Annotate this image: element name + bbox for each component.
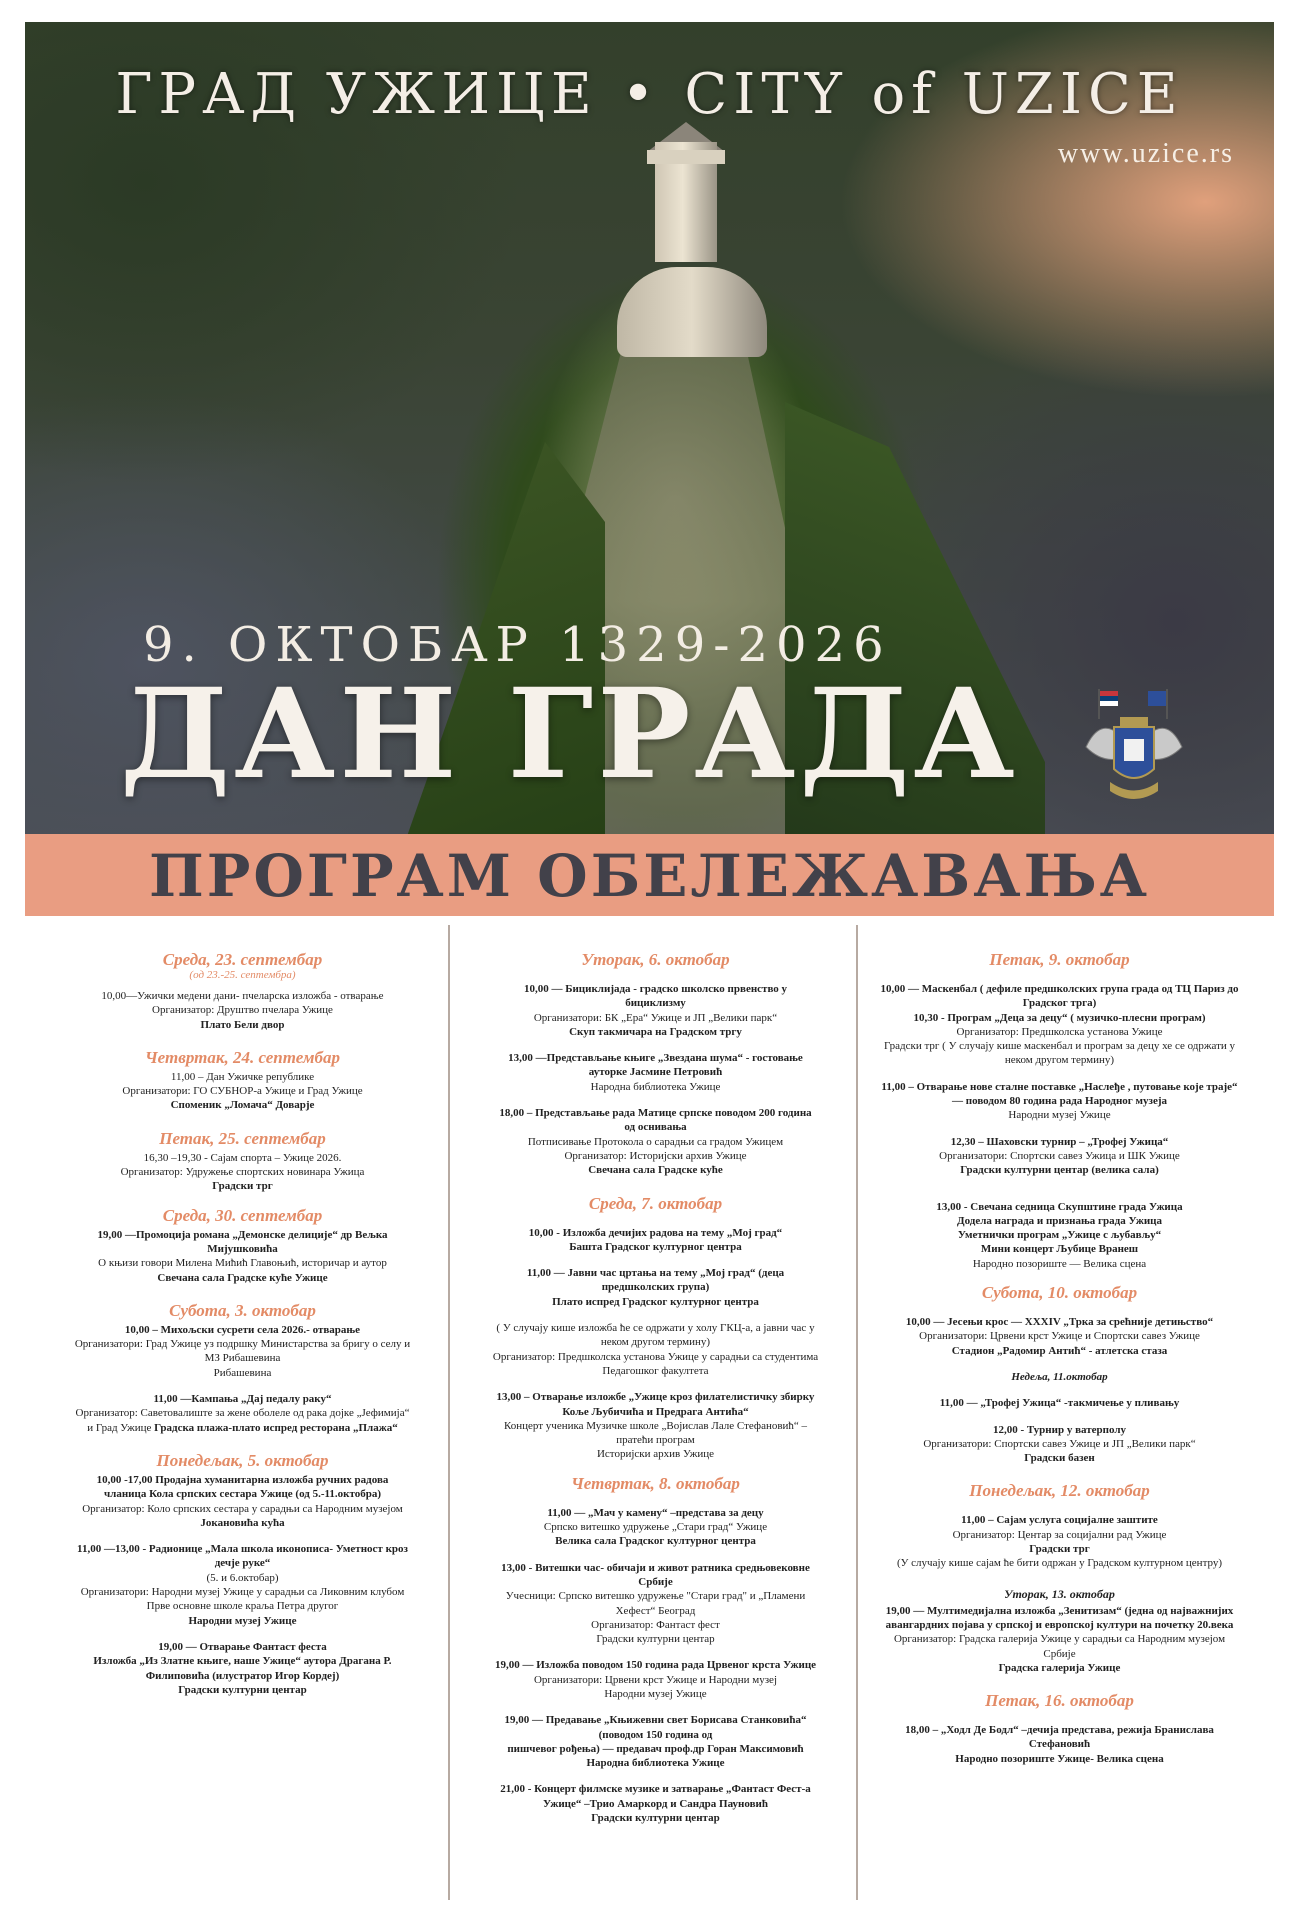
fortress-battlement [647,150,725,164]
event-line: Изложба „Из Златне књиге, наше Ужице“ аутора Драгана Р. [93,1655,392,1668]
event-line: Мини концерт Љубице Вранеш [980,1243,1139,1256]
event [458,1561,853,1647]
event [862,982,1257,1068]
event [862,1315,1257,1358]
event [45,1151,440,1194]
event [458,1713,853,1770]
event-line: 10,00 – Михољски сусрети села 2026.- отварање [124,1323,361,1336]
event-line: 18,00 – Представљање рада Матице српске поводом 200 година [499,1107,812,1120]
event-venue: Градски културни центар [591,1812,720,1825]
event-line: Организатор: Центар за социјални рад Ужице [952,1528,1167,1541]
event-note [458,1321,853,1378]
event-line: Додела награда и признања града Ужица [957,1214,1162,1227]
event-line: Градског трга) [1022,997,1097,1010]
event [862,1604,1257,1675]
event-line: 11,00 —13,00 - Радионице „Мала школа иконописа- Уметност кроз [77,1543,408,1556]
event [458,1226,853,1255]
event-line: 10,00 -17,00 Продајна хуманитарна изложба ручних радова [96,1473,389,1486]
column-divider [448,925,450,1900]
event-line: Организатор: Предшколска установа Ужице [956,1025,1163,1038]
event-line: 13,00 – Отварање изложбе „Ужице кроз филателистичку збирку [496,1391,815,1404]
event [862,1423,1257,1466]
event-line: Уметнички програм „Ужице с љубављу“ [957,1229,1162,1242]
event [458,1506,853,1549]
event [458,1782,853,1825]
website-link[interactable]: www.uzice.rs [1057,138,1234,169]
day-heading: Четвртак, 8. октобар [571,1473,740,1493]
event-line: Организатори: БК „Ера“ Ужице и ЈП „Велики парк“ [533,1011,778,1024]
event [862,1080,1257,1123]
event [45,989,440,1032]
event-line: 10,00 - Изложба дечијих радова на тему „Мој град“ [528,1226,783,1239]
day-heading: Понедељак, 5. октобар [156,1450,329,1470]
event-line: 11,00 – Сајам услуга социјалне заштите [961,1514,1158,1527]
event-line: Организатори: Спортски савез Ужице и ЈП „Велики парк“ [923,1437,1196,1450]
event [458,1390,853,1461]
coat-of-arms-icon [1080,687,1188,809]
event-line: Ужице“ –Трио Амаркорд и Сандра Пауновић [542,1797,768,1810]
event-line: предшколских група) [601,1281,710,1294]
day-heading: Среда, 7. октобар [588,1193,723,1213]
event-line: Организатори: Спортски савез Ужица и ШК Ужице [939,1149,1180,1162]
event-line: Организатори: Црвени крст Ужице и Спортски савез Ужице [919,1330,1200,1343]
event-line: 10,00 — Бициклијада - градско школско првенство у [523,983,788,995]
event-line: 10,30 - Програм „Деца за децу“ ( музичко-плесни програм) [913,1011,1206,1024]
schedule-column-1 [45,950,440,1709]
event-venue: Рибашевина [213,1366,272,1379]
event-venue: Народна библиотека Ужице [586,1757,725,1770]
day-heading: Петак, 16. октобар [985,1691,1134,1711]
event-line: Српско витешко удружење „Стари град“ Ужице [543,1521,768,1534]
event-line: ( У случају кише изложба ће се одржати у холу ГКЦ-а, а јавни час у [496,1322,815,1335]
event-line: ауторке Јасмине Петровић [588,1066,723,1079]
event-line: Организатор: Коло српских сестара у сарадњи са Народним музејом [82,1502,403,1515]
event-line: 19,00 — Отварање Фантаст феста [158,1640,327,1653]
event [45,1070,440,1113]
day-heading: Уторак, 13. октобар [1004,1586,1115,1601]
event-line: 19,00 —Промоција романа „Демонске делиције“ др Вељка [97,1228,388,1241]
event-venue: Јокановића кућа [200,1516,285,1529]
day-heading: Среда, 30. септембар [162,1205,323,1225]
day-heading: Петак, 9. октобар [989,950,1130,969]
event-line: дечје руке“ [214,1557,271,1570]
event-line: Организатори: ГО СУБНОР-а Ужице и Град Ужице [122,1085,363,1098]
program-title: ПРОГРАМ ОБЕЛЕЖАВАЊА [148,842,1150,910]
event-line: Организатор: Друштво пчелара Ужице [152,1004,333,1017]
event-venue: Народна библиотека Ужице [590,1080,721,1093]
event-venue: Свечана сала Градске куће Ужице [157,1271,328,1284]
day-subheading: (од 23.-25. септембра) [189,969,296,981]
event-venue: Стадион „Радомир Антић“ - атлетска стаза [951,1344,1168,1357]
event [45,1640,440,1697]
event-line: 11,00 — „Трофеј Ужица“ -такмичење у пливању [939,1397,1180,1410]
event-line: — поводом 80 година рада Народног музеја [952,1095,1167,1108]
event [458,1051,853,1094]
event-venue: Народни музеј Ужице [604,1687,707,1700]
event-line: Организатор: Историјски архив Ужице [564,1149,747,1162]
event-line: 21,00 - Концерт филмске музике и затварање „Фантаст Фест-а [500,1783,811,1796]
event-venue: Народно позориште — Велика сцена [972,1257,1147,1270]
schedule-column-2 [458,950,853,1837]
main-title: ДАН ГРАДА [120,662,1019,807]
event [45,1323,440,1380]
event-line: Коље Љубичића и Предрага Антића“ [562,1405,749,1418]
schedule-column-3 [862,950,1257,1778]
event-venue: Скуп такмичара на Градском тргу [569,1025,742,1038]
event-line: Организатор: Градска галерија Ужице у сарадњи са Народним музејом [893,1633,1226,1646]
event [458,1106,853,1177]
event-line: Филиповића (илустратор Игор Кордеј) [145,1669,340,1682]
event-line: пишчевог рођења) — предавач проф.др Горан Максимовић [507,1742,804,1755]
event-venue: Градски трг [212,1180,273,1193]
event [45,1542,440,1628]
event [862,1396,1257,1410]
event-line: Педагошког факултета [602,1364,709,1377]
event-line: Концерт ученика Музичке школе „Војислав Лале Стефановић“ – [503,1419,808,1432]
event-line: пратећи програм [616,1434,695,1447]
event-line: 18,00 – „Ходл Де Бодл“ –дечија представа, режија Бранислава [905,1724,1214,1737]
event-line: Учесници: Српско витешко удружење "Стари град" и „Пламени [505,1590,806,1603]
event [862,1135,1257,1178]
event-line: 19,00 — Мултимедијална изложба „Зенитизам“ (једна од најважнијих [885,1604,1234,1617]
event-venue: Народно позориште Ужице- Велика сцена [955,1752,1164,1765]
event-line: неком другом термину) [1004,1054,1115,1067]
event-line: 11,00 – Дан Ужичке републике [170,1070,315,1083]
event-line: Србије [638,1575,673,1588]
event-line: 19,00 — Изложба поводом 150 година рада Црвеног крста Ужице [494,1659,817,1672]
program-banner [25,834,1274,916]
event-line: неком другом термину) [600,1336,711,1349]
event-line: 13,00 - Витешки час- обичаји и живот ратника средњовековне [501,1561,810,1574]
event-line: 11,00 —Кампања „Дај педалу раку“ [153,1393,332,1406]
event-venue: Градски културни центар [178,1683,307,1696]
event-line: од оснивања [624,1121,687,1134]
event-venue: Плато испред Градског културног центра [552,1295,759,1308]
event-line: 11,00 – Отварање нове сталне поставке „Наслеђе , путовање које траје“ [881,1080,1238,1093]
event-venue: Башта Градског културног центра [569,1240,742,1253]
event-venue: Велика сала Градског културног центра [555,1535,756,1548]
event [862,1723,1257,1766]
day-heading: Уторак, 6. октобар [581,950,730,969]
day-heading: Понедељак, 12. октобар [969,1481,1150,1501]
event-line: чланица Кола српских сестара Ужице (од 5.-11.октобра) [103,1488,382,1501]
event-line: (5. и 6.октобар) [206,1571,279,1584]
hero-photo [25,22,1274,834]
event-venue: Народни музеј Ужице [188,1614,297,1627]
city-title: ГРАД УЖИЦЕ • CITY of UZICE [115,62,1184,127]
event-line: Организатори: Црвени крст Ужице и Народни музеј [533,1673,777,1686]
event-venue: Плато Бели двор [200,1018,285,1031]
event-line: 10,00 — Маскенбал ( дефиле предшколских група града од ТЦ Париз до [880,983,1239,995]
day-heading: Четвртак, 24. септембар [144,1047,341,1067]
event-line: Организатори: Народни музеј Ужице у сарадњи са Ликовним клубом [80,1586,405,1599]
event-line: 11,00 — Јавни час цртања на тему „Мој град“ (деца [526,1267,785,1280]
event-venue: Историјски архив Ужице [596,1448,715,1461]
event-line: Мијушковића [207,1242,278,1255]
event-venue: Градски културни центар (велика сала) [960,1164,1159,1177]
event-line: Организатор: Саветовалиште за жене оболеле од рака дојке „Јефимија“ [75,1407,410,1420]
event-line: Прве основне школе краља Петра другог [146,1600,339,1613]
event-line: бициклизму [625,997,686,1010]
event [45,1473,440,1530]
event-line: и Град Ужице [87,1421,152,1434]
event-venue: Градски трг [1029,1543,1090,1556]
event-day-label [862,1370,1257,1384]
event-line: Недеља, 11.октобар [1011,1370,1108,1383]
day-heading: Петак, 25. септембар [159,1128,326,1148]
event-line: О књизи говори Милена Мићић Главоњић, историчар и аутор [98,1257,387,1270]
event-line: Градски трг ( У случају кише маскенбал и програм за децу хе се одржати у [883,1040,1236,1053]
event [862,1200,1257,1271]
event-line: 10,00 — Јесењи крос — XXXIV „Трка за срећније детињство“ [905,1316,1214,1329]
event-line: 10,00—Ужички медени дани- пчеларска изложба - отварање [101,990,384,1002]
column-divider [856,925,858,1900]
event-venue: Градски базен [1024,1452,1095,1465]
event [458,1658,853,1701]
event-line: Хефест“ Београд [615,1604,696,1617]
event-venue: Градска галерија Ужице [998,1661,1121,1674]
event-line: 16,30 –19,30 - Сајам спорта – Ужице 2026. [143,1151,342,1164]
event-line: Србије [1043,1647,1076,1660]
event-venue: Споменик „Ломача“ Доварје [170,1099,315,1112]
event-line: Организатори: Град Ужице уз подршку Министарства за бригу о селу и [74,1338,411,1351]
fortress-wall [617,267,767,357]
event [458,1266,853,1309]
event-venue: Градски културни центар [596,1633,715,1646]
event-line: Организатор: Предшколска установа Ужице у сарадњи са студентима [492,1350,819,1363]
event-line: Организатор: Фантаст фест [591,1618,720,1631]
event-line: 13,00 - Свечана седница Скупштине града Ужица [936,1200,1183,1213]
event-line: 12,30 – Шаховски турнир – „Трофеј Ужица“ [950,1135,1169,1148]
event [862,1513,1257,1570]
event-line: 11,00 — „Мач у камену“ –представа за децу [547,1506,764,1519]
event [45,1392,440,1435]
event-line: 13,00 —Представљање књиге „Звездана шума“ - гостовање [508,1052,803,1065]
event-line: Стефановић [1028,1738,1091,1751]
event-line: 19,00 — Предавање „Књижевни свет Борисава Станковића“ [504,1714,807,1727]
event-line: Потписивање Протокола о сарадњи са градом Ужицем [527,1135,784,1148]
event-line: (поводом 150 година од [598,1728,713,1741]
event-venue: Градска плажа-плато испред ресторана „Плажа“ [154,1421,398,1434]
event-line: (У случају кише сајам ће бити одржан у Градском културном центру) [896,1557,1223,1570]
day-heading: Среда, 23. септембар [162,950,323,969]
event [458,982,853,1039]
event-line: МЗ Рибашевина [204,1352,281,1365]
event-line: Организатор: Удружење спортских новинара Ужица [120,1166,365,1179]
event-venue: Народни музеј Ужице [1008,1109,1111,1122]
event-line: 12,00 - Турнир у ватерполу [992,1423,1127,1436]
event-line: авангардних појава у српској и европској култури на почетку 20.века [885,1618,1234,1631]
day-heading: Субота, 10. октобар [981,1283,1138,1303]
event [45,1228,440,1285]
event-venue: Свечана сала Градске куће [588,1164,723,1177]
day-heading: Субота, 3. октобар [169,1300,316,1320]
date-line: 9. ОКТОБАР 1329-2026 [143,617,892,673]
